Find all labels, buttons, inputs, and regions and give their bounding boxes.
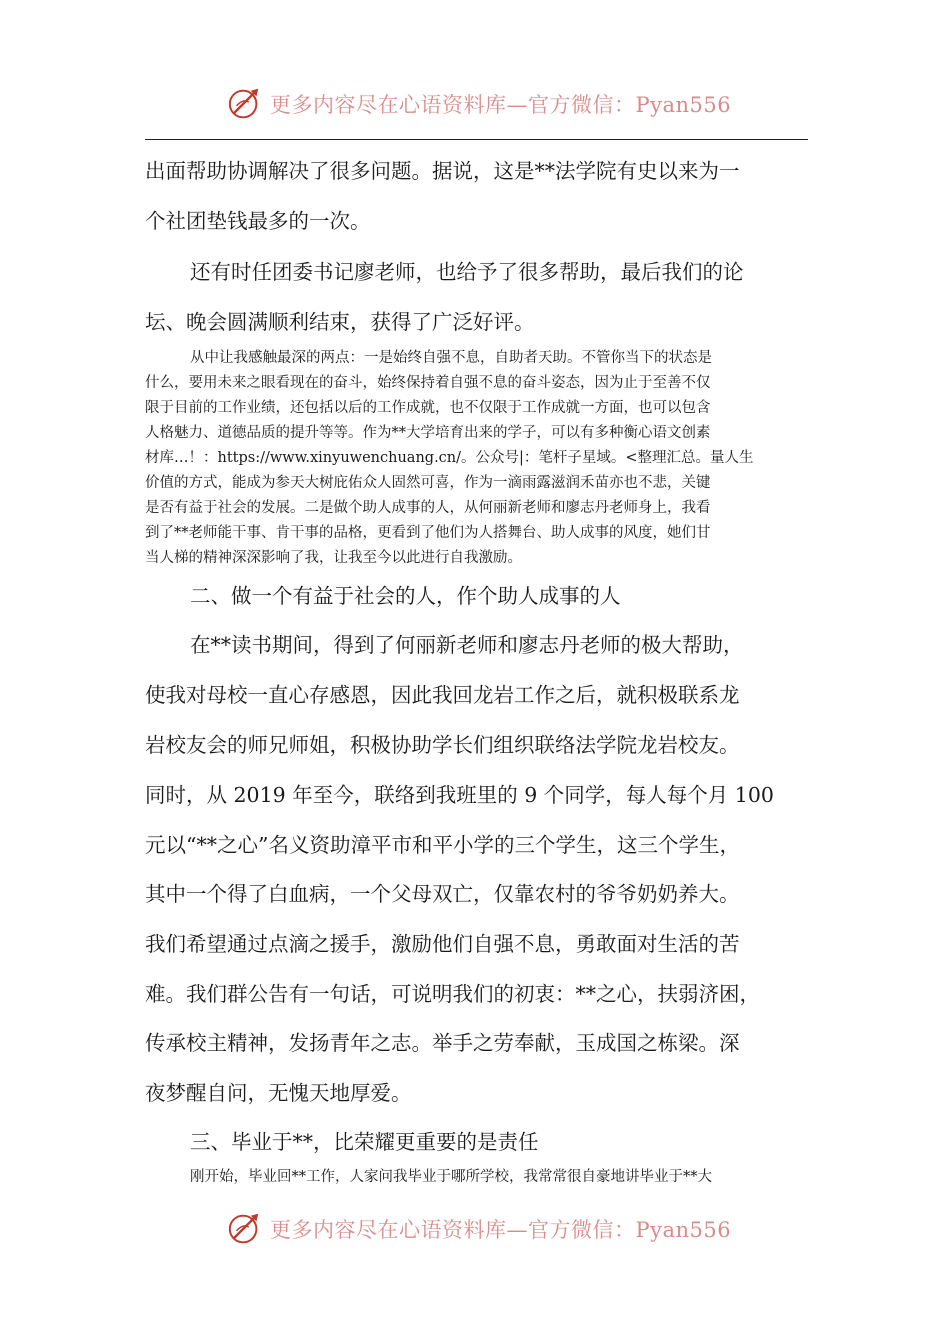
small-line: 从中让我感触最深的两点：一是始终自强不息，自助者天助。不管你当下的状态是 bbox=[190, 350, 712, 366]
header-banner bbox=[226, 82, 731, 126]
body-line: 还有时任团委书记廖老师，也给予了很多帮助，最后我们的论 bbox=[190, 260, 744, 284]
body-line: 岩校友会的师兄师姐，积极协助学长们组织联络法学院龙岩校友。 bbox=[145, 733, 740, 757]
section-heading: 二、做一个有益于社会的人，作个助人成事的人 bbox=[190, 584, 621, 608]
body-line: 其中一个得了白血病，一个父母双亡，仅靠农村的爷爷奶奶养大。 bbox=[145, 882, 740, 906]
body-line: 在**读书期间，得到了何丽新老师和廖志丹老师的极大帮助， bbox=[190, 633, 744, 657]
footer-banner-text: 更多内容尽在心语资料库—官方微信：Pyan556 bbox=[270, 1218, 732, 1242]
small-line: 限于目前的工作业绩，还包括以后的工作成就，也不仅限于工作成就一方面，也可以包含 bbox=[145, 400, 711, 416]
body-line: 坛、晚会圆满顺利结束，获得了广泛好评。 bbox=[145, 310, 535, 334]
small-line: 到了**老师能干事、肯干事的品格，更看到了他们为人搭舞台、助人成事的风度，她们甘 bbox=[145, 525, 711, 541]
small-line: 是否有益于社会的发展。二是做个助人成事的人，从何丽新老师和廖志丹老师身上，我看 bbox=[145, 500, 711, 516]
small-line: 刚开始，毕业回**工作，人家问我毕业于哪所学校，我常常很自豪地讲毕业于**大 bbox=[190, 1169, 712, 1185]
body-line: 我们希望通过点滴之援手，激励他们自强不息，勇敢面对生活的苦 bbox=[145, 932, 740, 956]
body-line: 个社团垫钱最多的一次。 bbox=[145, 209, 371, 233]
section-heading: 三、毕业于**，比荣耀更重要的是责任 bbox=[190, 1130, 539, 1154]
pen-logo-icon bbox=[226, 85, 264, 123]
small-line: 价值的方式，能成为参天大树庇佑众人固然可喜，作为一滴雨露滋润禾苗亦也不悲，关键 bbox=[145, 475, 711, 491]
small-line: 人格魅力、道德品质的提升等等。作为**大学培育出来的学子，可以有多种衡心语文创素 bbox=[145, 425, 711, 441]
header-divider bbox=[145, 139, 808, 140]
body-line: 元以“**之心”名义资助漳平市和平小学的三个学生，这三个学生， bbox=[145, 833, 740, 857]
body-line: 使我对母校一直心存感恩，因此我回龙岩工作之后，就积极联系龙 bbox=[145, 683, 740, 707]
body-line: 难。我们群公告有一句话，可说明我们的初衷：**之心，扶弱济困， bbox=[145, 982, 760, 1006]
body-line: 夜梦醒自问，无愧天地厚爱。 bbox=[145, 1081, 412, 1105]
body-line: 传承校主精神，发扬青年之志。举手之劳奉献，玉成国之栋梁。深 bbox=[145, 1031, 740, 1055]
small-line: 当人梯的精神深深影响了我，让我至今以此进行自我激励。 bbox=[145, 550, 522, 566]
small-line: 材库…！：https://www.xinyuwenchuang.cn/。公众号|：笔杆子星域。<整理汇总。量人生 bbox=[145, 450, 754, 466]
pen-logo-icon bbox=[226, 1210, 264, 1248]
body-line: 同时，从 2019 年至今，联络到我班里的 9 个同学，每人每个月 100 bbox=[145, 783, 774, 807]
body-line: 出面帮助协调解决了很多问题。据说，这是**法学院有史以来为一 bbox=[145, 159, 740, 183]
header-banner-text: 更多内容尽在心语资料库—官方微信：Pyan556 bbox=[270, 93, 732, 117]
footer-banner bbox=[226, 1207, 731, 1251]
small-line: 什么，要用未来之眼看现在的奋斗，始终保持着自强不息的奋斗姿态，因为止于至善不仅 bbox=[145, 375, 711, 391]
